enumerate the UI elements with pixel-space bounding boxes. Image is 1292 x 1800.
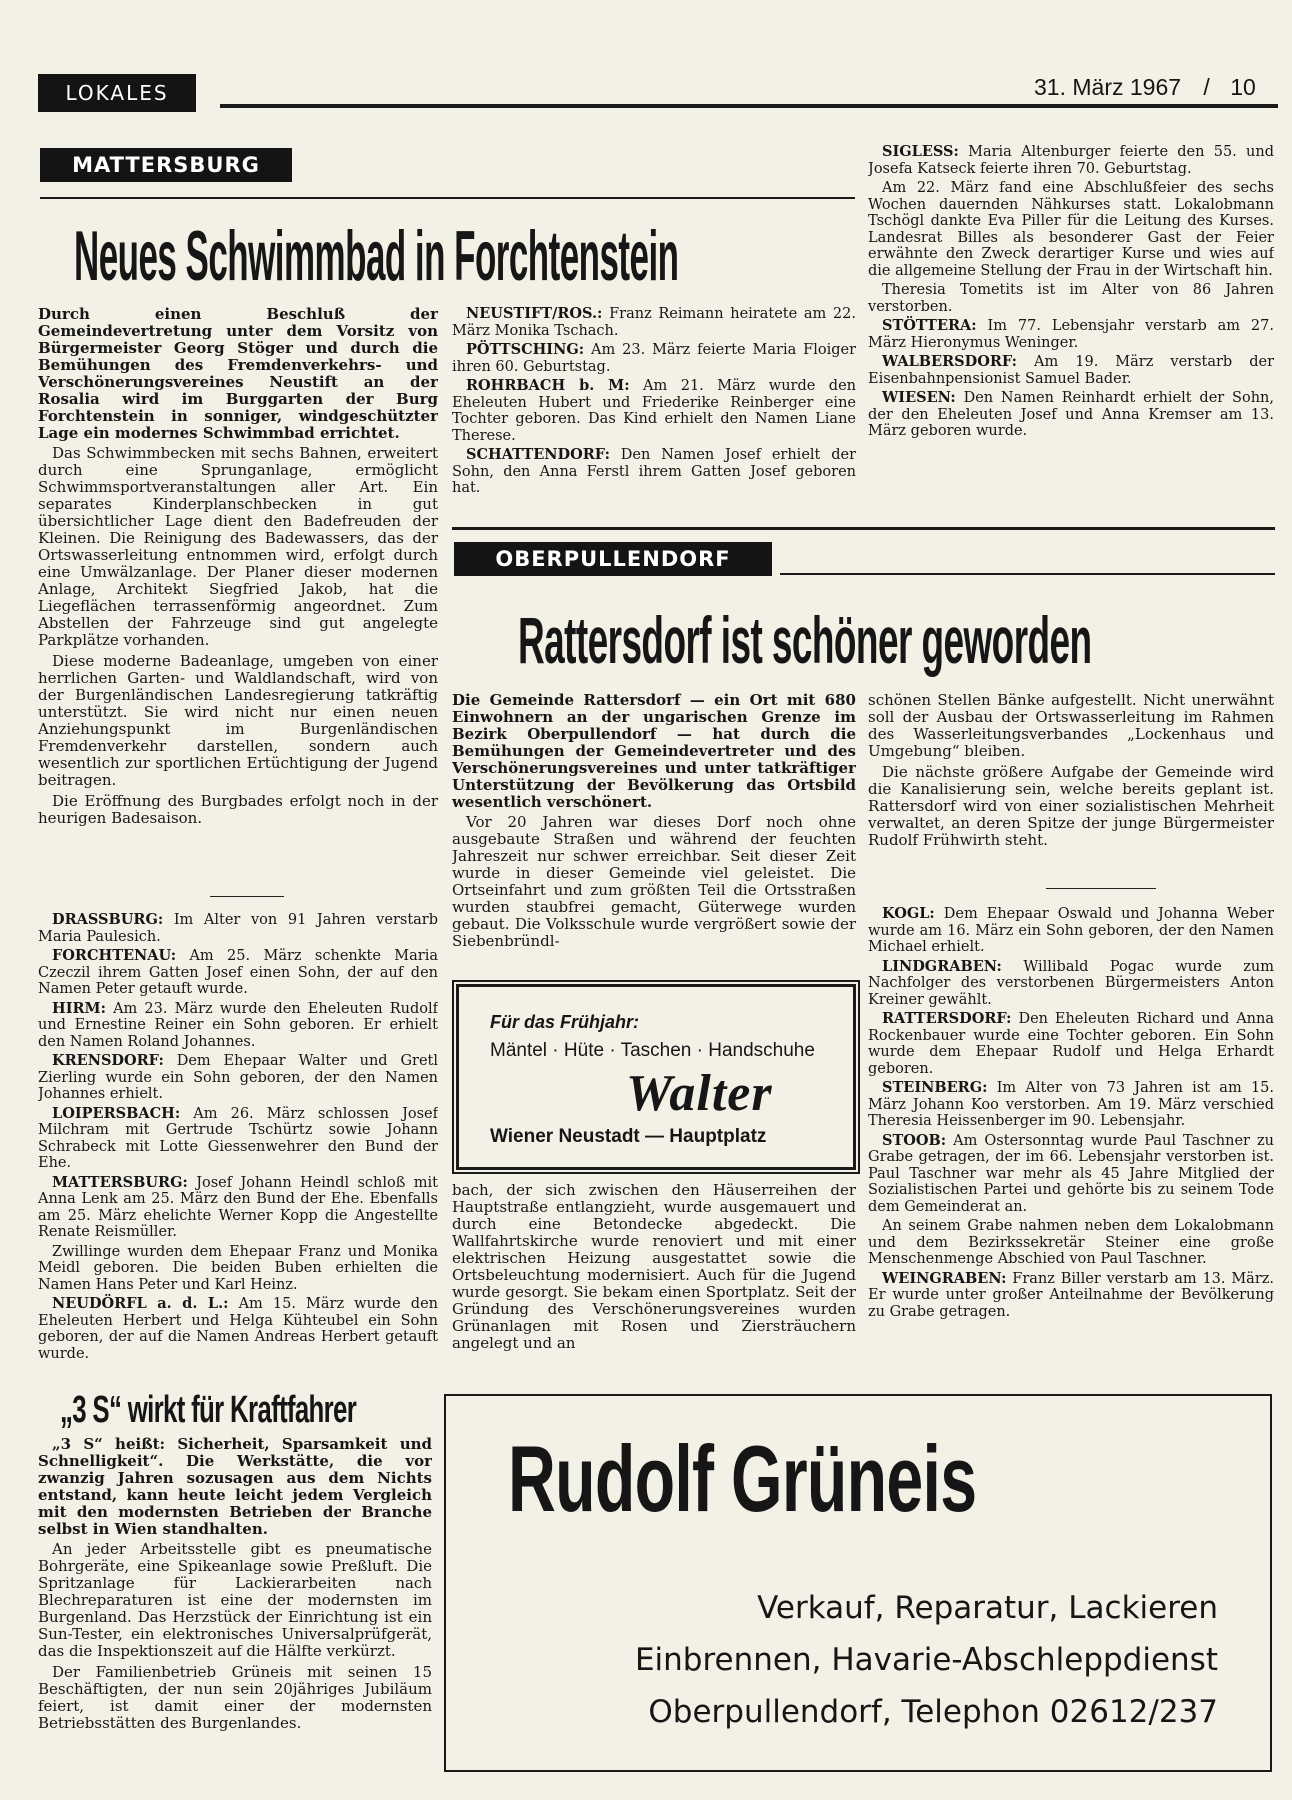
schwimmbad-paragraph: Die Eröffnung des Burgbades erfolgt noch in der heurigen Badesaison. xyxy=(38,792,438,827)
mattersburg-notes-col2 xyxy=(452,306,856,502)
note-text: Am 25. März schenkte Maria Czeczil ihrem Gatten Josef einen Sohn, der auf den Namen Peter getauft wurde. xyxy=(38,948,438,997)
3s-paragraph: An jeder Arbeitsstelle gibt es pneumatische Bohrgeräte, eine Spikeanlage sowie Preßluft. Die Spritzanlage für Lackierarbeiten nach Blechreparaturen ist eine der modernsten im Burgenland. Das Herzstück der Einrichtung ist ein Sun-Tester, ein elektronisches Universalprüfgerät, das die Inspektionszeit auf die Hälfte verkürzt. xyxy=(38,1540,432,1660)
headline-rattersdorf: Rattersdorf ist schöner geworden xyxy=(518,603,1092,677)
local-note xyxy=(868,180,1274,279)
note-text: Josef Johann Heindl schloß mit Anna Lenk am 25. März den Bund der Ehe. Ebenfalls am 25. März ehelichte Werner Kopp die Angestellte Renate Reismüller. xyxy=(38,1174,438,1240)
header-separator: / xyxy=(1203,74,1210,100)
note-place: WALBERSDORF: xyxy=(882,353,1018,370)
local-note xyxy=(868,1080,1274,1130)
note-place: STÖTTERA: xyxy=(882,317,977,334)
rattersdorf-paragraph: Die nächste größere Aufgabe der Gemeinde wird die Kanalisierung sein, welche bereits geplant ist. Rattersdorf wird von einer sozialistischen Mehrheit verwaltet, an deren Spitze der junge Bürgermeister Rudolf Frühwirth steht. xyxy=(868,763,1274,849)
note-text: Im Alter von 91 Jahren verstarb Maria Paulesich. xyxy=(38,912,438,945)
note-text: Franz Reimann heiratete am 22. März Monika Tschach. xyxy=(452,306,856,339)
page-number: 10 xyxy=(1230,74,1256,100)
grueneis-advertisement xyxy=(444,1394,1272,1772)
note-place: SCHATTENDORF: xyxy=(466,446,610,463)
oberpullendorf-rule xyxy=(780,573,1275,575)
mattersburg-rule xyxy=(40,197,855,199)
schwimmbad-paragraph: Diese moderne Badeanlage, umgeben von einer herrlichen Garten- und Waldlandschaft, wird von der Burgenländischen Landesregierung tatkräftig unterstützt. Sie wird nicht nur einen neuen Anziehungspunkt im Burgenländischen Fremdenverkehr darstellen, sondern auch wesentlich zur sportlichen Ertüchtigung der Jugend beitragen. xyxy=(38,652,438,789)
local-note xyxy=(38,1106,438,1172)
oberpullendorf-top-rule xyxy=(452,527,1275,530)
3s-lead: „3 S“ heißt: Sicherheit, Sparsamkeit und Schnelligkeit“. Die Werkstätte, die vor zwanzig Jahren sozusagen aus dem Nichts entstand, kann heute leicht jedem Vergleich mit den modernsten Betrieben der Branche selbst in Wien standhalten. xyxy=(38,1436,432,1538)
local-note xyxy=(38,1053,438,1103)
note-text: Am 22. März fand eine Abschlußfeier des sechs Wochen dauernden Nähkurses statt. Lokalobmann Tschögl dankte Eva Piller für die Leitung des Kurses. Landesrat Billes als besonderer Gast der Feier erwähnte den Zweck derartiger Kurse und wies auf die allgemeine Stellung der Frau in der Wirtschaft hin. xyxy=(868,180,1274,279)
note-place: HIRM: xyxy=(52,999,106,1017)
notes-divider xyxy=(210,896,284,897)
headline-schwimmbad: Neues Schwimmbad in Forchtenstein xyxy=(74,215,679,295)
note-place: ROHRBACH b. M: xyxy=(466,377,630,394)
section-label-mattersburg xyxy=(40,148,292,182)
note-text: Maria Altenburger feierte den 55. und Josefa Katseck feierte ihren 70. Geburtstag. xyxy=(868,144,1274,177)
local-note xyxy=(868,354,1274,387)
article-3s xyxy=(38,1436,432,1772)
note-place: STEINBERG: xyxy=(882,1079,988,1096)
note-text: Am 19. März verstarb der Eisenbahnpensionist Samuel Bader. xyxy=(868,354,1274,387)
rattersdorf-lead: Die Gemeinde Rattersdorf — ein Ort mit 680 Einwohnern an der ungarischen Grenze im Bezirk Oberpullendorf — hat durch die Bemühungen der Gemeindevertreter und des Verschönerungsvereines und unter tatkräftiger Unterstützung der Bevölkerung das Ortsbild wesentlich verschönert. xyxy=(452,692,856,811)
section-label-oberpullendorf xyxy=(454,542,772,576)
walter-advertisement xyxy=(452,980,860,1174)
article-rattersdorf-col2 xyxy=(868,692,1274,882)
mattersburg-notes-col3 xyxy=(868,144,1274,504)
note-place: LOIPERSBACH: xyxy=(52,1104,181,1122)
grueneis-ad-contact: Oberpullendorf, Telephon 02612/237 xyxy=(648,1694,1218,1730)
note-text: Franz Biller verstarb am 13. März. Er wurde unter großer Anteilnahme der Bevölkerung zu Grabe getragen. xyxy=(868,1270,1274,1320)
note-place: DRASSBURG: xyxy=(52,912,164,928)
note-place: WIESEN: xyxy=(882,389,956,406)
rattersdorf-paragraph: schönen Stellen Bänke aufgestellt. Nicht unerwähnt soll der Ausbau der Ortswasserleitung im Rahmen des Wasserleitungsverbandes „Lockenhaus und Umgebung“ bleiben. xyxy=(868,692,1274,760)
note-place: NEUSTIFT/ROS.: xyxy=(466,306,603,322)
note-place: LINDGRABEN: xyxy=(882,957,1002,975)
oberpullendorf-notes xyxy=(868,906,1274,1374)
mattersburg-notes xyxy=(38,912,438,1364)
local-note xyxy=(868,318,1274,351)
issue-date: 31. März 1967 xyxy=(1034,74,1182,100)
note-text: Im Alter von 73 Jahren ist am 15. März Johann Koo verstorben. Am 19. März verschied Theresia Heissenberger im 90. Lebensjahr. xyxy=(868,1080,1274,1129)
local-note xyxy=(38,948,438,998)
rattersdorf-paragraph: Vor 20 Jahren war dieses Dorf noch ohne ausgebaute Straßen und während der feuchten Jahreszeit nur schwer erreichbar. Seit dieser Zeit wurde in dieser Gemeinde viel geleistet. Die Ortseinfahrt und zum größten Teil die Ortsstraßen wurden staubfrei gemacht, Güterwege wurden gebaut. Die Volksschule wurde vergrößert sowie der Siebenbründl- xyxy=(452,813,856,950)
article-rattersdorf xyxy=(452,692,856,978)
grueneis-ad-name: Rudolf Grüneis xyxy=(508,1427,977,1532)
note-text: Zwillinge wurden dem Ehepaar Franz und Monika Meidl geboren. Die beiden Buben erhielten die Namen Hans Peter und Karl Heinz. xyxy=(38,1243,438,1293)
section-label-text: LOKALES xyxy=(65,81,169,105)
note-place: STOOB: xyxy=(882,1131,947,1149)
note-text: Den Namen Josef erhielt der Sohn, den Anna Ferstl ihrem Gatten Josef geboren hat. xyxy=(452,447,856,496)
walter-ad-products: Mäntel · Hüte · Taschen · Handschuhe xyxy=(490,1040,815,1061)
article-schwimmbad xyxy=(38,306,438,886)
header-date xyxy=(1034,74,1256,101)
note-text: Am 21. März wurde den Eheleuten Hubert und Friederike Reinberger eine Tochter geboren. Das Kind erhielt den Namen Liane Therese. xyxy=(452,378,856,444)
section-label-lokales xyxy=(38,74,196,112)
note-text: Dem Ehepaar Walter und Gretl Zierling wurde ein Sohn geboren, der den Namen Johannes erhielt. xyxy=(38,1053,438,1102)
local-note xyxy=(868,1271,1274,1321)
local-note xyxy=(452,447,856,497)
oberpullendorf-label-text: OBERPULLENDORF xyxy=(495,547,731,571)
note-place: PÖTTSCHING: xyxy=(466,341,585,358)
local-note xyxy=(868,144,1274,177)
note-text: An seinem Grabe nahmen neben dem Lokalobmann und dem Bezirkssekretär Steiner eine große Menschenmenge Abschied von Paul Taschner. xyxy=(868,1218,1274,1267)
note-text: Den Eheleuten Richard und Anna Rockenbauer wurde eine Tochter geboren. Ein Sohn wurde dem Ehepaar Rudolf und Helga Erhardt geboren. xyxy=(868,1011,1274,1077)
3s-paragraph: Der Familienbetrieb Grüneis mit seinen 15 Beschäftigten, der nun sein 20jähriges Jubiläum feiert, ist damit einer der modernsten Betriebsstätten des Burgenlandes. xyxy=(38,1663,432,1732)
local-note xyxy=(868,906,1274,956)
rattersdorf-paragraph: bach, der sich zwischen den Häuserreihen der Hauptstraße entlangzieht, wurde ausgemauert und durch eine Betondecke abgedeckt. Die Wallfahrtskirche wurde renoviert und mit einer elektrischen Heizung ausgestattet sowie die Ortsbeleuchtung modernisiert. Auch für die Jugend wurde gesorgt. Sie bekam einen Sportplatz. Seit der Gründung des Verschönerungsvereines wurden Grünanlagen mit Rosen und Ziersträuchern angelegt und an xyxy=(452,1182,856,1352)
walter-ad-brand: Walter xyxy=(626,1065,773,1122)
note-place: KRENSDORF: xyxy=(52,1052,164,1069)
note-text: Am 26. März schlossen Josef Milchram mit Gertrude Tschürtz sowie Johann Schrabeck mit Lotte Giessenwehrer den Bund der Ehe. xyxy=(38,1105,438,1171)
note-place: KOGL: xyxy=(882,906,935,922)
grueneis-ad-services2: Einbrennen, Havarie-Abschleppdienst xyxy=(634,1642,1218,1678)
notes-divider xyxy=(1046,888,1156,889)
note-place: WEINGRABEN: xyxy=(882,1269,1007,1287)
local-note xyxy=(452,342,856,375)
local-note xyxy=(868,1133,1274,1216)
local-note xyxy=(38,912,438,945)
note-text: Im 77. Lebensjahr verstarb am 27. März Hieronymus Weninger. xyxy=(868,318,1274,351)
schwimmbad-paragraph: Das Schwimmbecken mit sechs Bahnen, erweitert durch eine Sprunganlage, ermöglicht Schwimmsportveranstaltungen aller Art. Ein separates Kinderplanschbecken in gut übersichtlicher Lage dient den Badefreuden der Kleinen. Die Reinigung des Badewassers, das der Ortswasserleitung entnommen wird, erfolgt durch eine Umwälzanlage. Der Planer dieser modernen Anlage, Architekt Siegfried Jakob, hat die Liegeflächen terrassenförmig angeordnet. Zum Abstellen der Fahrzeuge sind gut angelegte Parkplätze vorhanden. xyxy=(38,444,438,649)
note-text: Am 15. März wurde den Eheleuten Herbert und Helga Kühteubel ein Sohn geboren, der auf die Namen Andreas Herbert getauft wurde. xyxy=(38,1296,438,1362)
note-text: Willibald Pogac wurde zum Nachfolger des verstorbenen Bürgermeisters Anton Kreiner gewählt. xyxy=(868,958,1274,1008)
local-note xyxy=(868,390,1274,440)
note-place: NEUDÖRFL a. d. L.: xyxy=(52,1295,229,1312)
local-note xyxy=(38,1296,438,1362)
local-note xyxy=(868,282,1274,315)
local-note xyxy=(38,1175,438,1241)
header-rule xyxy=(220,104,1278,108)
schwimmbad-lead: Durch einen Beschluß der Gemeindevertretung unter dem Vorsitz von Bürgermeister Georg Stöger und durch die Bemühungen des Fremdenverkehrs- und Verschönerungsvereines Neustift an der Rosalia wird im Burggarten der Burg Forchtenstein in sonniger, windgeschützter Lage ein modernes Schwimmbad errichtet. xyxy=(38,306,438,442)
note-text: Theresia Tometits ist im Alter von 86 Jahren verstorben. xyxy=(868,282,1274,315)
local-note xyxy=(38,1001,438,1051)
walter-ad-address: Wiener Neustadt — Hauptplatz xyxy=(490,1126,767,1147)
grueneis-ad-services: Verkauf, Reparatur, Lackieren xyxy=(757,1590,1218,1626)
note-text: Den Namen Reinhardt erhielt der Sohn, der den Eheleuten Josef und Anna Kremser am 13. März geboren wurde. xyxy=(868,390,1274,439)
local-note xyxy=(38,1244,438,1294)
note-place: MATTERSBURG: xyxy=(52,1173,188,1191)
local-note xyxy=(868,1011,1274,1077)
walter-ad-season: Für das Frühjahr: xyxy=(490,1012,640,1032)
local-note xyxy=(868,959,1274,1009)
note-text: Am 23. März feierte Maria Floiger ihren 60. Geburtstag. xyxy=(452,342,856,375)
note-place: FORCHTENAU: xyxy=(52,947,177,964)
note-text: Am Ostersonntag wurde Paul Taschner zu Grabe getragen, der im 66. Lebensjahr verstorben ist. Paul Taschner war mehr als 45 Jahre Mitglied der Sozialistischen Partei und gehörte bis zu seinem Tode dem Gemeinderat an. xyxy=(868,1132,1274,1215)
note-place: SIGLESS: xyxy=(882,144,959,160)
note-place: RATTERSDORF: xyxy=(882,1010,1012,1027)
headline-3s: „3 S“ wirkt für Kraftfahrer xyxy=(60,1389,357,1431)
local-note xyxy=(868,1218,1274,1268)
local-note xyxy=(452,378,856,444)
article-rattersdorf-cont xyxy=(452,1182,856,1368)
note-text: Am 23. März wurde den Eheleuten Rudolf und Ernestine Reiner ein Sohn geboren. Er erhielt den Namen Roland Johannes. xyxy=(38,1000,438,1050)
mattersburg-label-text: MATTERSBURG xyxy=(72,153,260,177)
local-note xyxy=(452,306,856,339)
note-text: Dem Ehepaar Oswald und Johanna Weber wurde am 16. März ein Sohn geboren, der den Namen Michael erhielt. xyxy=(868,906,1274,955)
